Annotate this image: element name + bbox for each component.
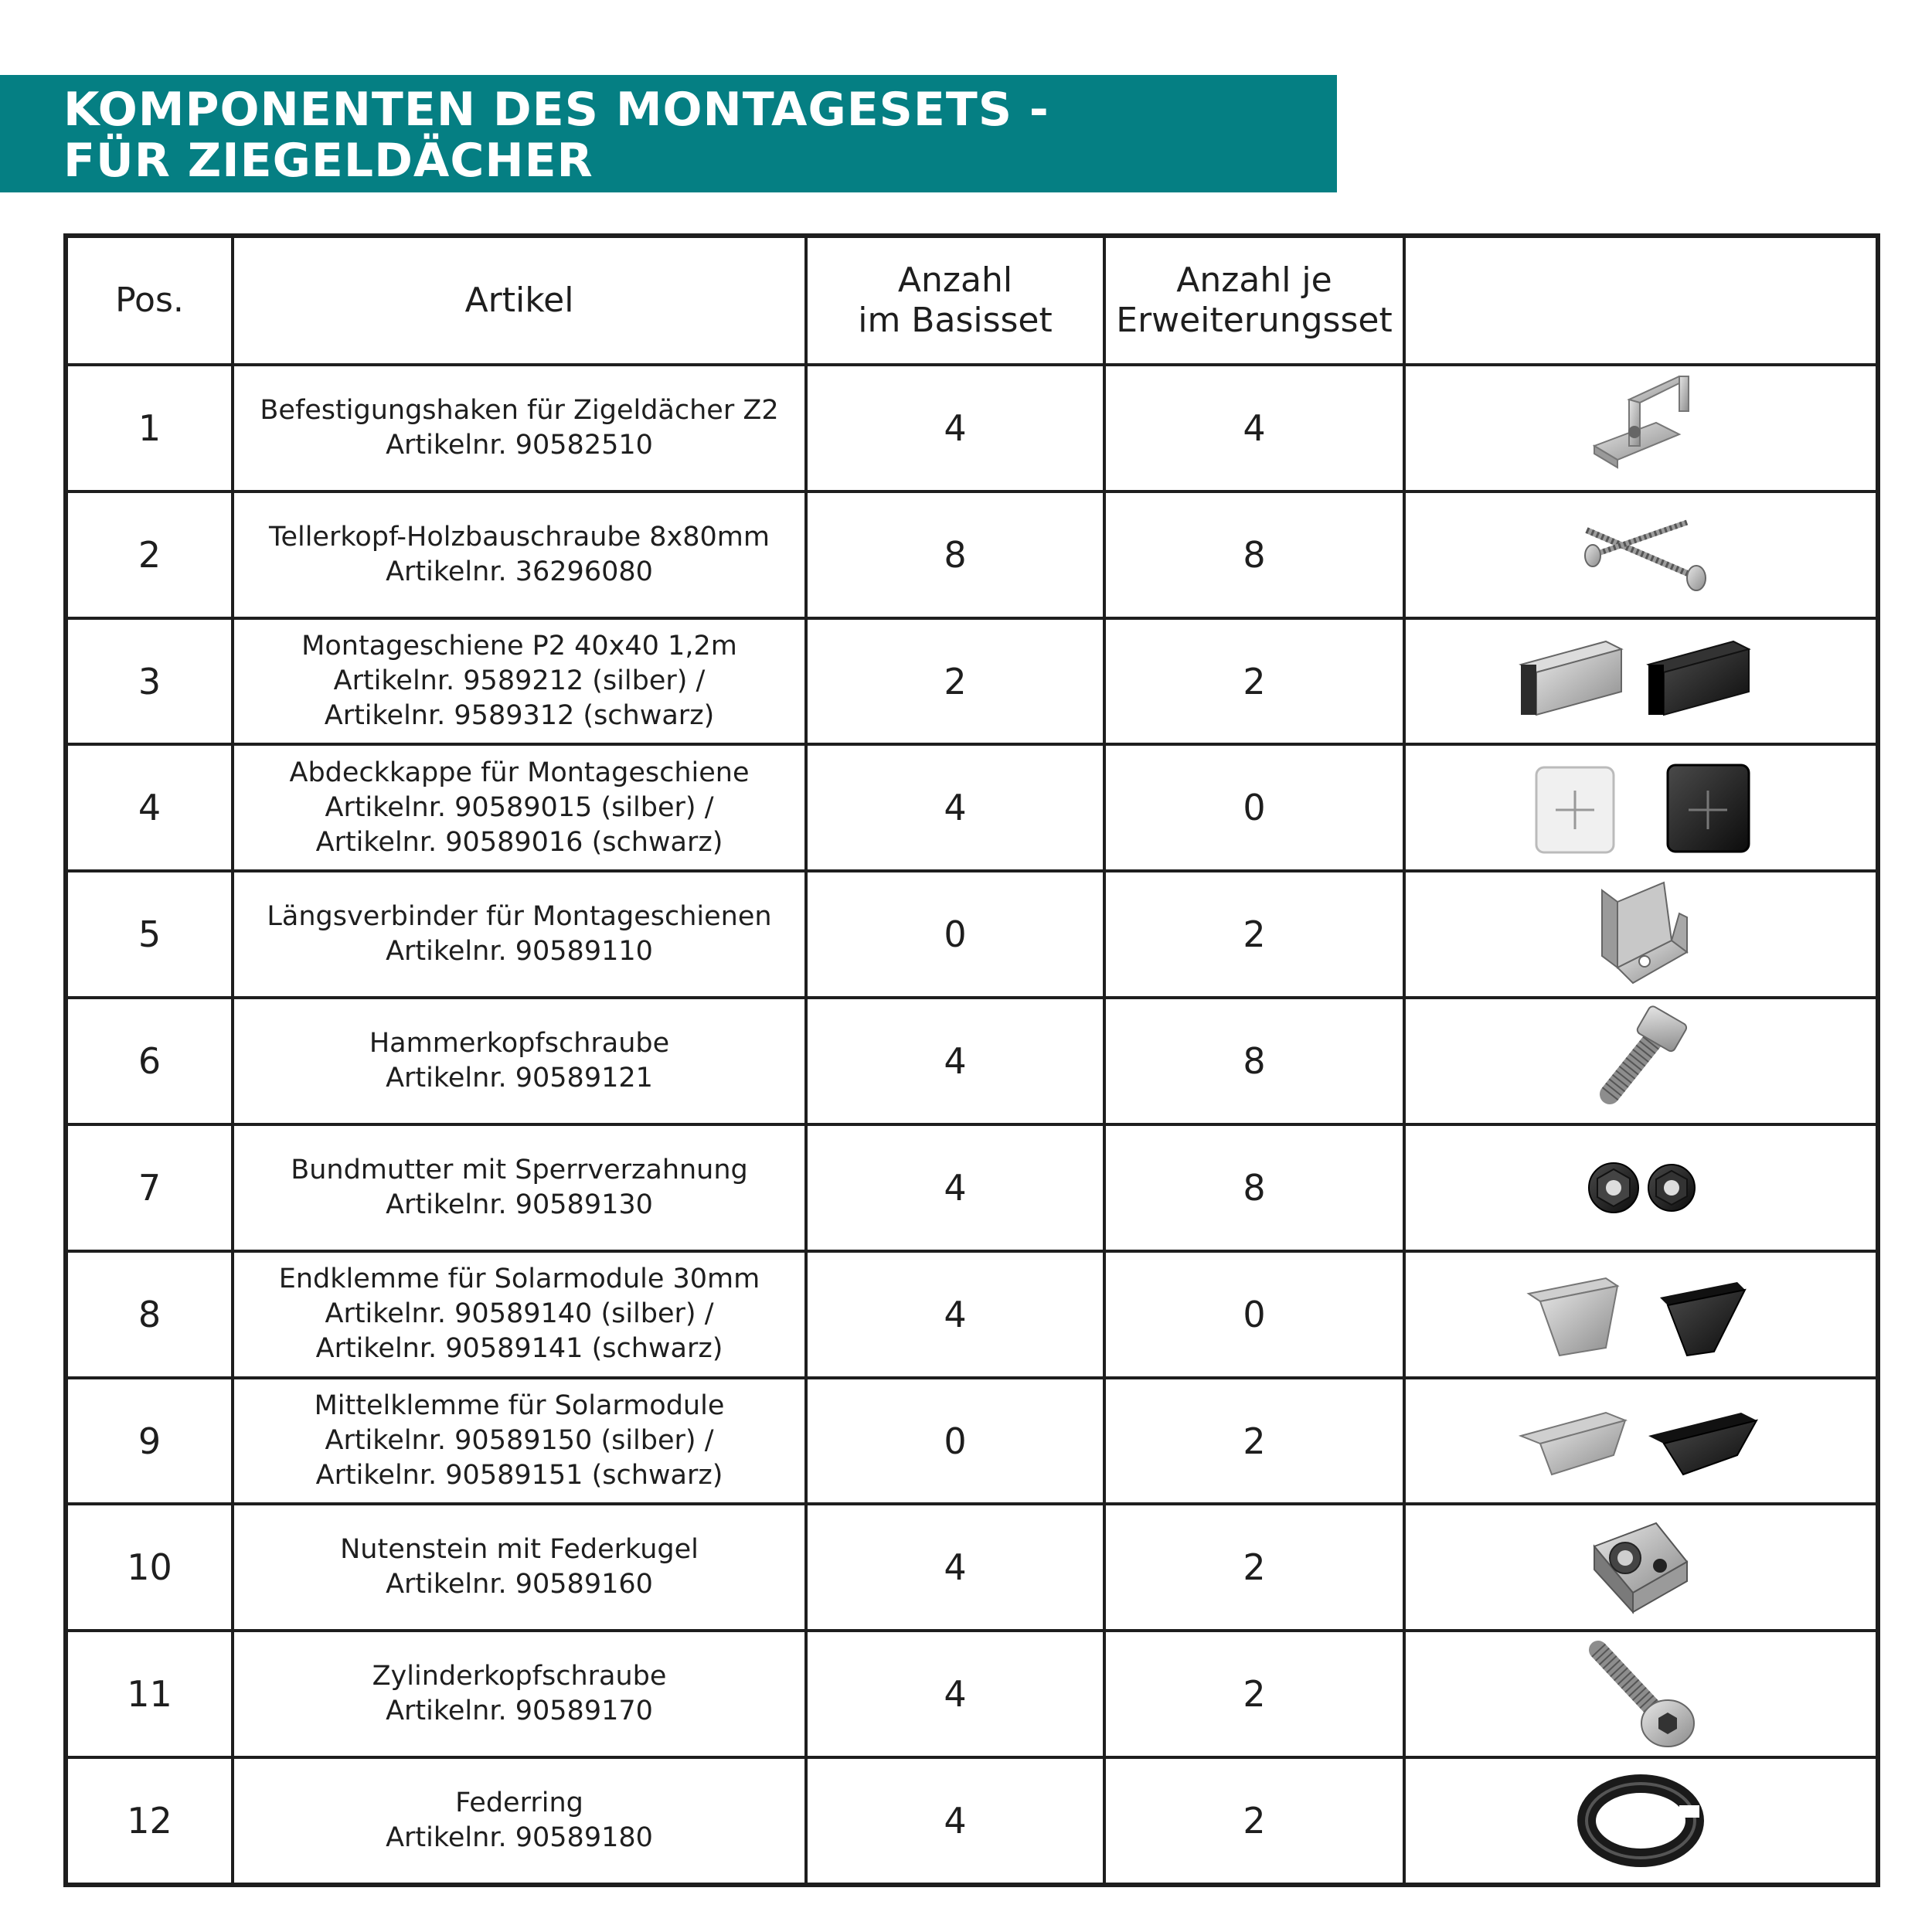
image-cell	[1404, 998, 1878, 1124]
image-cell	[1404, 492, 1878, 618]
table-row-1	[66, 365, 1878, 492]
header-basisset: Anzahl im Basisset	[806, 236, 1104, 365]
qty-basisset-cell: 4	[806, 1124, 1104, 1251]
article-cell	[233, 492, 806, 618]
article-number: Artikelnr. 90589110	[386, 936, 653, 968]
article-name: Federring	[455, 1787, 583, 1819]
qty-erweiterungsset-cell: 8	[1104, 1124, 1404, 1251]
header-pos: Pos.	[66, 236, 233, 365]
qty-basisset-cell: 4	[806, 744, 1104, 871]
table-row-2	[66, 492, 1878, 618]
article-name: Endklemme für Solarmodule 30mm	[278, 1264, 760, 1295]
end-clamp-icon	[1513, 1263, 1768, 1363]
article-number-2: Artikelnr. 90589151 (schwarz)	[315, 1460, 723, 1492]
pos-cell: 8	[66, 1251, 233, 1378]
qty-basisset-cell: 4	[806, 1504, 1104, 1631]
image-cell	[1404, 1378, 1878, 1505]
table-row-3	[66, 618, 1878, 745]
title-line-1: KOMPONENTEN DES MONTAGESETS -	[63, 83, 1049, 137]
article-number: Artikelnr. 90589015 (silber) /	[325, 791, 714, 823]
article-cell	[233, 1251, 806, 1378]
table-row-6	[66, 998, 1878, 1124]
components-table	[63, 233, 1880, 1887]
qty-basisset-cell: 4	[806, 998, 1104, 1124]
qty-basisset-cell: 0	[806, 871, 1104, 998]
article-name: Tellerkopf-Holzbauschraube 8x80mm	[269, 521, 770, 553]
roof-hook-icon	[1563, 369, 1718, 485]
table-row-8	[66, 1251, 1878, 1378]
flange-nut-icon	[1563, 1148, 1718, 1225]
article-cell	[233, 365, 806, 492]
pos-cell: 11	[66, 1631, 233, 1757]
image-cell	[1404, 365, 1878, 492]
qty-erweiterungsset-cell: 2	[1104, 1757, 1404, 1885]
table-row-4	[66, 744, 1878, 871]
pos-cell: 5	[66, 871, 233, 998]
header-banner	[0, 75, 1337, 192]
image-cell	[1404, 744, 1878, 871]
article-number: Artikelnr. 90582510	[386, 429, 653, 461]
pos-cell: 12	[66, 1757, 233, 1885]
table-row-11	[66, 1631, 1878, 1757]
article-name: Befestigungshaken für Zigeldächer Z2	[260, 394, 779, 426]
qty-basisset-cell: 4	[806, 1251, 1104, 1378]
pos-cell: 10	[66, 1504, 233, 1631]
image-cell	[1404, 618, 1878, 745]
qty-erweiterungsset-cell: 2	[1104, 618, 1404, 745]
article-cell	[233, 618, 806, 745]
qty-erweiterungsset-cell: 8	[1104, 998, 1404, 1124]
qty-basisset-cell: 2	[806, 618, 1104, 745]
qty-erweiterungsset-cell: 8	[1104, 492, 1404, 618]
qty-basisset-cell: 4	[806, 1631, 1104, 1757]
article-number: Artikelnr. 9589212 (silber) /	[333, 665, 706, 697]
header-artikel: Artikel	[233, 236, 806, 365]
header-image	[1404, 236, 1878, 365]
image-cell	[1404, 1124, 1878, 1251]
article-number: Artikelnr. 90589140 (silber) /	[325, 1298, 714, 1330]
article-cell	[233, 1631, 806, 1757]
image-cell	[1404, 871, 1878, 998]
article-name: Mittelklemme für Solarmodule	[314, 1390, 725, 1422]
image-cell	[1404, 1631, 1878, 1757]
table-row-9	[66, 1378, 1878, 1505]
wood-screw-icon	[1563, 507, 1718, 600]
qty-erweiterungsset-cell: 0	[1104, 1251, 1404, 1378]
pos-cell: 1	[66, 365, 233, 492]
table-header-row	[66, 236, 1878, 365]
article-cell	[233, 744, 806, 871]
qty-erweiterungsset-cell: 4	[1104, 365, 1404, 492]
article-number: Artikelnr. 90589130	[386, 1189, 653, 1220]
table-row-12	[66, 1757, 1878, 1885]
image-cell	[1404, 1757, 1878, 1885]
article-number: Artikelnr. 90589170	[386, 1696, 653, 1727]
end-cap-icon	[1513, 748, 1768, 864]
table-row-10	[66, 1504, 1878, 1631]
qty-basisset-cell: 4	[806, 365, 1104, 492]
image-cell	[1404, 1504, 1878, 1631]
article-number: Artikelnr. 36296080	[386, 556, 653, 587]
article-name: Längsverbinder für Montageschienen	[267, 901, 772, 933]
hammer-head-bolt-icon	[1563, 1002, 1718, 1117]
pos-cell: 6	[66, 998, 233, 1124]
article-number: Artikelnr. 90589180	[386, 1822, 653, 1854]
article-number-2: Artikelnr. 90589141 (schwarz)	[315, 1333, 723, 1365]
article-name: Nutenstein mit Federkugel	[340, 1534, 699, 1566]
article-number: Artikelnr. 90589150 (silber) /	[325, 1425, 714, 1457]
pos-cell: 7	[66, 1124, 233, 1251]
article-name: Bundmutter mit Sperrverzahnung	[291, 1154, 748, 1185]
article-number-2: Artikelnr. 90589016 (schwarz)	[315, 826, 723, 858]
socket-head-screw-icon	[1563, 1634, 1718, 1750]
article-cell	[233, 998, 806, 1124]
qty-erweiterungsset-cell: 2	[1104, 1631, 1404, 1757]
article-name: Abdeckkappe für Montageschiene	[289, 757, 750, 788]
header-erweiterungsset: Anzahl je Erweiterungsset	[1104, 236, 1404, 365]
article-name: Hammerkopfschraube	[369, 1028, 670, 1060]
pos-cell: 2	[66, 492, 233, 618]
page-title	[63, 84, 1049, 186]
table-row-7	[66, 1124, 1878, 1251]
table-row-5	[66, 871, 1878, 998]
article-cell	[233, 1124, 806, 1251]
article-cell	[233, 1378, 806, 1505]
rail-connector-icon	[1563, 875, 1718, 991]
article-name: Zylinderkopfschraube	[372, 1661, 667, 1692]
title-line-2: FÜR ZIEGELDÄCHER	[63, 134, 594, 188]
slot-nut-icon	[1563, 1508, 1718, 1624]
article-cell	[233, 1757, 806, 1885]
qty-erweiterungsset-cell: 2	[1104, 871, 1404, 998]
qty-basisset-cell: 0	[806, 1378, 1104, 1505]
mid-clamp-icon	[1513, 1389, 1768, 1490]
qty-basisset-cell: 4	[806, 1757, 1104, 1885]
mounting-rail-icon	[1513, 626, 1768, 734]
qty-erweiterungsset-cell: 0	[1104, 744, 1404, 871]
qty-basisset-cell: 8	[806, 492, 1104, 618]
spring-washer-icon	[1563, 1765, 1718, 1873]
article-cell	[233, 1504, 806, 1631]
article-cell	[233, 871, 806, 998]
qty-erweiterungsset-cell: 2	[1104, 1504, 1404, 1631]
pos-cell: 4	[66, 744, 233, 871]
pos-cell: 9	[66, 1378, 233, 1505]
article-number: Artikelnr. 90589160	[386, 1569, 653, 1600]
pos-cell: 3	[66, 618, 233, 745]
article-number-2: Artikelnr. 9589312 (schwarz)	[324, 700, 715, 732]
image-cell	[1404, 1251, 1878, 1378]
article-name: Montageschiene P2 40x40 1,2m	[301, 631, 737, 662]
qty-erweiterungsset-cell: 2	[1104, 1378, 1404, 1505]
article-number: Artikelnr. 90589121	[386, 1063, 653, 1094]
